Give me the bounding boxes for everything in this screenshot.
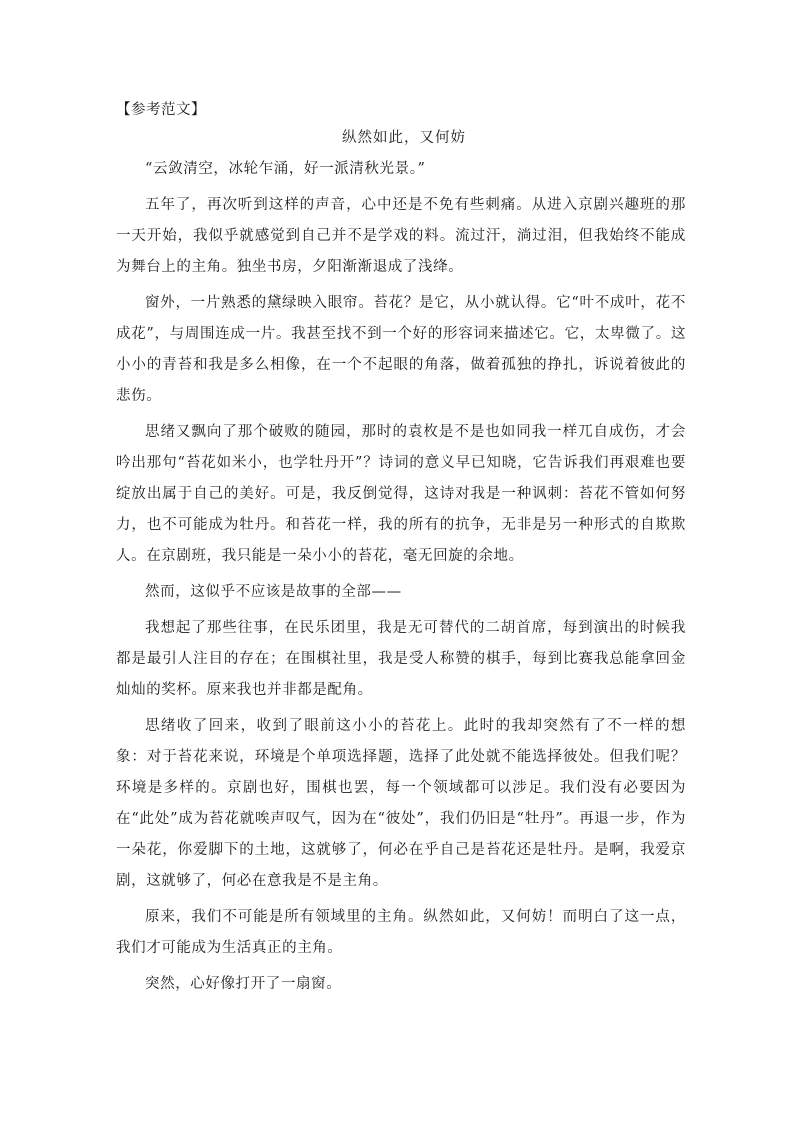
essay-paragraph: 思绪收了回来，收到了眼前这小小的苔花上。此时的我却突然有了不一样的想象：对于苔花来说，环境是个单项选择题，选择了此处就不能选择彼处。但我们呢？环境是多样的。京剧也好，围棋也罢，每一个领域都可以涉足。我们没有必要因为在“此处”成为苔花就唉声叹气，因为在“彼处”，我们仍旧是“牡丹”。再退一步，作为一朵花，你爱脚下的土地，这就够了，何必在乎自己是苔花还是牡丹。是啊，我爱京剧，这就够了，何必在意我是不是主角。	[116, 718, 686, 889]
essay-paragraph: 我想起了那些往事，在民乐团里，我是无可替代的二胡首席，每到演出的时候我都是最引人注目的存在；在围棋社里，我是受人称赞的棋手，每到比赛我总能拿回金灿灿的奖杯。原来我也并非都是配角。	[116, 620, 686, 698]
reference-essay-label: 【参考范文】	[116, 102, 206, 118]
essay-paragraph: 突然，心好像打开了一扇窗。	[145, 976, 342, 992]
essay-paragraph: 思绪又飘向了那个破败的随园，那时的袁枚是不是也如同我一样兀自成伤，才会吟出那句“苔花如米小，也学牡丹开”？诗词的意义早已知晓，它告诉我们再艰难也要绽放出属于自己的美好。可是，我反倒觉得，这诗对我是一种讽刺：苔花不管如何努力，也不可能成为牡丹。和苔花一样，我的所有的抗争，无非是另一种形式的自欺欺人。在京剧班，我只能是一朵小小的苔花，毫无回旋的余地。	[116, 424, 686, 564]
essay-paragraph: 原来，我们不可能是所有领域里的主角。纵然如此，又何妨！而明白了这一点，我们才可能成为生活真正的主角。	[116, 909, 686, 956]
essay-paragraph: 然而，这似乎不应该是故事的全部——	[145, 584, 402, 600]
essay-paragraph: 五年了，再次听到这样的声音，心中还是不免有些刺痛。从进入京剧兴趣班的那一天开始，我似乎就感觉到自己并不是学戏的料。流过汗，淌过泪，但我始终不能成为舞台上的主角。独坐书房，夕阳渐渐退成了浅绛。	[116, 197, 686, 275]
essay-paragraph: 窗外，一片熟悉的黛绿映入眼帘。苔花？是它，从小就认得。它“叶不成叶，花不成花”，与周围连成一片。我甚至找不到一个好的形容词来描述它。它，太卑微了。这小小的青苔和我是多么相像，在一个不起眼的角落，做着孤独的挣扎，诉说着彼此的悲伤。	[116, 295, 686, 404]
essay-paragraph: “云敛清空，冰轮乍涌，好一派清秋光景。”	[145, 161, 426, 177]
essay-content	[116, 96, 686, 1005]
essay-title: 纵然如此，又何妨	[342, 130, 466, 146]
